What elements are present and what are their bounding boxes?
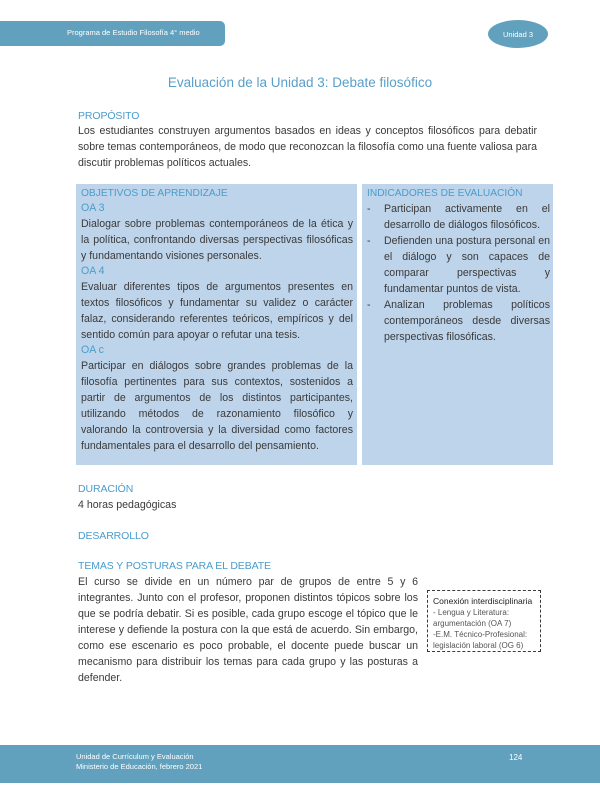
conexion-line: - Lengua y Literatura: <box>433 608 510 617</box>
header-program-title: Programa de Estudio Filosofía 4° medio <box>67 28 200 37</box>
dash-bullet-icon: - <box>367 299 371 311</box>
indicadores-heading: INDICADORES DE EVALUACIÓN <box>367 188 523 199</box>
oa-text: Participar en diálogos sobre grandes problemas de la filosofía pertinentes para sus contextos, sostenidos a partir de argumentos de los distintos participantes, utilizando métodos de razonamiento filosófico y valorando la controversia y la diversidad como factores fundamentales para el desarrollo del pensamiento. <box>81 360 353 452</box>
indicadores-list <box>367 201 550 345</box>
indicador-item <box>367 233 550 297</box>
desarrollo-heading: DESARROLLO <box>78 530 149 542</box>
oa-text: Dialogar sobre problemas contemporáneos de la ética y la política, confrontando diversas perspectivas filosóficas y fundamentando visiones personales. <box>81 218 353 262</box>
dash-bullet-icon: - <box>367 203 371 215</box>
duracion-text: 4 horas pedagógicas <box>78 499 177 511</box>
indicador-text: Analizan problemas políticos contemporáneos desde diversas perspectivas filosóficas. <box>384 299 550 343</box>
proposito-heading: PROPÓSITO <box>78 110 140 122</box>
page-footer <box>0 745 600 783</box>
conexion-line: legislación laboral (OG 6) <box>433 641 524 650</box>
footer-ministry: Ministerio de Educación, febrero 2021 <box>76 762 203 771</box>
duracion-heading: DURACIÓN <box>78 483 134 495</box>
footer-unit: Unidad de Currículum y Evaluación <box>76 752 194 761</box>
temas-text: El curso se divide en un número par de grupos de entre 5 y 6 integrantes. Junto con el profesor, proponen distintos tópicos sobre los que se podría debatir. Si es posible, cada grupo escoge el tópico que le interese y defiende la postura con la que está de acuerdo. Sin embargo, como ese escenario es poco probable, el docente puede buscar un mecanismo para distribuir los temas para cada grupo y las posturas a defender. <box>78 576 418 684</box>
conexion-line: -E.M. Técnico-Profesional: <box>433 630 528 639</box>
conexion-line: argumentación (OA 7) <box>433 619 512 628</box>
conexion-interdisciplinaria-box <box>427 590 541 652</box>
temas-heading: TEMAS Y POSTURAS PARA EL DEBATE <box>78 560 271 572</box>
page-title: Evaluación de la Unidad 3: Debate filosófico <box>167 75 433 90</box>
dash-bullet-icon: - <box>367 235 371 247</box>
indicadores-box <box>362 184 553 465</box>
oa-text: Evaluar diferentes tipos de argumentos presentes en textos filosóficos y fundamentar su validez o carácter falaz, considerando referentes teóricos, empíricos y del sentido común para apoyar o refutar una tesis. <box>81 281 353 341</box>
header-program-bar <box>0 21 225 46</box>
objetivos-box <box>76 184 357 465</box>
indicador-item <box>367 297 550 345</box>
conexion-title: Conexión interdisciplinaria <box>433 596 533 606</box>
oa-label: OA 4 <box>81 265 105 277</box>
objetivos-heading: OBJETIVOS DE APRENDIZAJE <box>81 188 228 199</box>
unit-badge: Unidad 3 <box>488 20 548 48</box>
indicador-item <box>367 201 550 233</box>
indicador-text: Defienden una postura personal en el diálogo y son capaces de comparar perspectivas y fundamentar puntos de vista. <box>384 235 550 295</box>
oa-label: OA c <box>81 344 104 356</box>
indicador-text: Participan activamente en el desarrollo de diálogos filosóficos. <box>384 203 550 231</box>
oa-label: OA 3 <box>81 202 105 214</box>
proposito-text: Los estudiantes construyen argumentos basados en ideas y conceptos filosóficos para debatir sobre temas contemporáneos, de modo que reconozcan la filosofía como una fuente valiosa para discutir problemas políticos actuales. <box>78 125 537 169</box>
page-number: 124 <box>509 753 523 762</box>
